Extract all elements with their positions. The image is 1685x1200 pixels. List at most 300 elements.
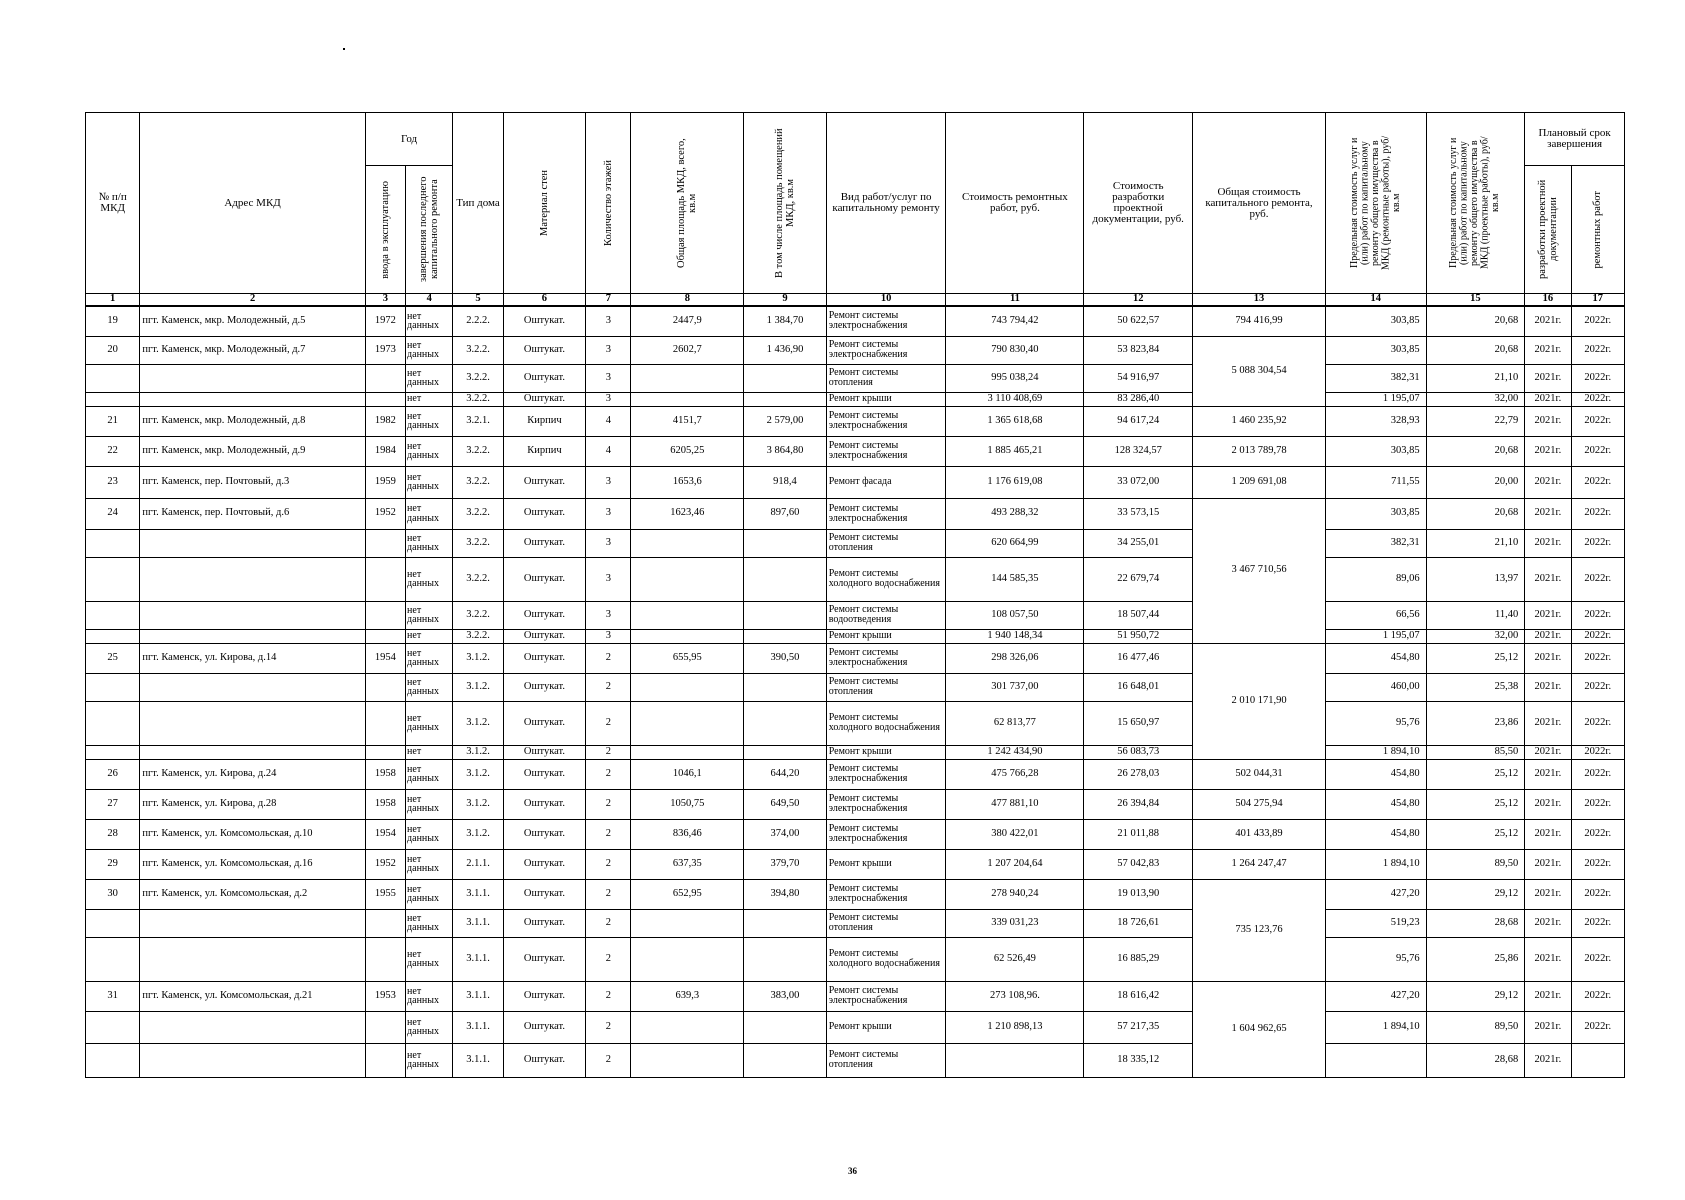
row-number-cell: 22 xyxy=(86,436,140,466)
total-cost-cell: 1 209 691,08 xyxy=(1193,466,1326,498)
repair-cost-cell: 62 813,77 xyxy=(946,701,1084,745)
address-cell: пгт. Каменск, ул. Комсомольская, д.2 xyxy=(140,879,365,909)
total-area-cell: 1050,75 xyxy=(631,789,744,819)
header-num: № п/п МКД xyxy=(86,113,140,294)
deadline-design-cell: 2021г. xyxy=(1525,1011,1571,1043)
address-cell: пгт. Каменск, ул. Комсомольская, д.16 xyxy=(140,849,365,879)
total-area-cell xyxy=(631,1043,744,1077)
year-last-repair-cell: нет данных xyxy=(406,701,453,745)
year-commission-cell: 1952 xyxy=(365,498,405,529)
year-last-repair-cell: нет xyxy=(406,745,453,759)
limit-design-cell: 21,10 xyxy=(1426,529,1525,557)
repair-cost-cell: 477 881,10 xyxy=(946,789,1084,819)
limit-design-cell: 28,68 xyxy=(1426,1043,1525,1077)
year-last-repair-cell: нет xyxy=(406,392,453,406)
wall-material-cell: Оштукат. xyxy=(503,849,586,879)
col-number: 9 xyxy=(744,294,827,307)
work-type-cell: Ремонт крыши xyxy=(826,745,946,759)
col-number: 17 xyxy=(1571,294,1625,307)
year-commission-cell: 1972 xyxy=(365,306,405,336)
premises-area-cell: 383,00 xyxy=(744,981,827,1011)
wall-material-cell: Оштукат. xyxy=(503,364,586,392)
row-number-cell xyxy=(86,392,140,406)
year-commission-cell xyxy=(365,392,405,406)
limit-repair-cell: 66,56 xyxy=(1325,601,1426,629)
limit-design-cell: 20,68 xyxy=(1426,336,1525,364)
limit-design-cell: 85,50 xyxy=(1426,745,1525,759)
house-type-cell: 3.2.2. xyxy=(453,529,503,557)
year-commission-cell: 1984 xyxy=(365,436,405,466)
year-commission-cell: 1952 xyxy=(365,849,405,879)
premises-area-cell xyxy=(744,701,827,745)
table-row xyxy=(86,306,1625,336)
table-row xyxy=(86,759,1625,789)
year-last-repair-cell: нет данных xyxy=(406,759,453,789)
wall-material-cell: Оштукат. xyxy=(503,643,586,673)
total-area-cell: 639,3 xyxy=(631,981,744,1011)
year-commission-cell: 1973 xyxy=(365,336,405,364)
row-number-cell xyxy=(86,557,140,601)
work-type-cell: Ремонт системы электроснабжения xyxy=(826,981,946,1011)
work-type-cell: Ремонт системы холодного водоснабжения xyxy=(826,937,946,981)
page-number: 36 xyxy=(848,1166,857,1176)
premises-area-cell: 1 384,70 xyxy=(744,306,827,336)
total-cost-cell: 401 433,89 xyxy=(1193,819,1326,849)
limit-repair-cell: 454,80 xyxy=(1325,789,1426,819)
premises-area-cell xyxy=(744,629,827,643)
deadline-design-cell: 2021г. xyxy=(1525,629,1571,643)
design-cost-cell: 54 916,97 xyxy=(1084,364,1193,392)
repair-cost-cell: 273 108,96. xyxy=(946,981,1084,1011)
house-type-cell: 3.1.1. xyxy=(453,1011,503,1043)
work-type-cell: Ремонт системы холодного водоснабжения xyxy=(826,557,946,601)
limit-design-cell: 25,12 xyxy=(1426,819,1525,849)
repair-cost-cell: 1 242 434,90 xyxy=(946,745,1084,759)
repair-cost-cell: 108 057,50 xyxy=(946,601,1084,629)
floors-cell: 2 xyxy=(586,643,631,673)
deadline-repair-cell: 2022г. xyxy=(1571,336,1625,364)
limit-design-cell: 25,86 xyxy=(1426,937,1525,981)
work-type-cell: Ремонт системы отопления xyxy=(826,673,946,701)
table-row xyxy=(86,498,1625,529)
header-wall-material-text: Материал стен xyxy=(538,170,550,236)
header-floors xyxy=(586,113,631,294)
header-total-area-text: Общая площадь МКД, всего, кв.м xyxy=(676,138,699,268)
limit-repair-cell: 303,85 xyxy=(1325,306,1426,336)
premises-area-cell: 897,60 xyxy=(744,498,827,529)
total-area-cell xyxy=(631,557,744,601)
col-number: 1 xyxy=(86,294,140,307)
wall-material-cell: Оштукат. xyxy=(503,789,586,819)
work-type-cell: Ремонт фасада xyxy=(826,466,946,498)
deadline-design-cell: 2021г. xyxy=(1525,849,1571,879)
header-work-type: Вид работ/услуг по капитальному ремонту xyxy=(826,113,946,294)
total-area-cell: 1046,1 xyxy=(631,759,744,789)
header-year-commission-text: ввода в эксплуатацию xyxy=(379,180,391,279)
table-row xyxy=(86,392,1625,406)
limit-repair-cell: 1 195,07 xyxy=(1325,629,1426,643)
work-type-cell: Ремонт системы отопления xyxy=(826,909,946,937)
house-type-cell: 3.1.2. xyxy=(453,745,503,759)
address-cell xyxy=(140,392,365,406)
wall-material-cell: Оштукат. xyxy=(503,673,586,701)
deadline-repair-cell: 2022г. xyxy=(1571,849,1625,879)
house-type-cell: 3.1.1. xyxy=(453,879,503,909)
row-number-cell xyxy=(86,937,140,981)
address-cell xyxy=(140,601,365,629)
house-type-cell: 3.2.2. xyxy=(453,601,503,629)
floors-cell: 3 xyxy=(586,498,631,529)
total-area-cell xyxy=(631,1011,744,1043)
design-cost-cell: 16 477,46 xyxy=(1084,643,1193,673)
year-last-repair-cell: нет данных xyxy=(406,557,453,601)
total-cost-cell: 2 010 171,90 xyxy=(1193,643,1326,759)
year-last-repair-cell: нет данных xyxy=(406,937,453,981)
premises-area-cell xyxy=(744,745,827,759)
house-type-cell: 3.1.1. xyxy=(453,937,503,981)
wall-material-cell: Кирпич xyxy=(503,406,586,436)
total-cost-cell: 5 088 304,54 xyxy=(1193,336,1326,406)
repair-cost-cell xyxy=(946,1043,1084,1077)
premises-area-cell xyxy=(744,937,827,981)
row-number-cell: 23 xyxy=(86,466,140,498)
year-last-repair-cell: нет данных xyxy=(406,436,453,466)
table-row xyxy=(86,909,1625,937)
total-area-cell xyxy=(631,601,744,629)
wall-material-cell: Оштукат. xyxy=(503,981,586,1011)
premises-area-cell: 649,50 xyxy=(744,789,827,819)
work-type-cell: Ремонт крыши xyxy=(826,849,946,879)
year-commission-cell xyxy=(365,937,405,981)
total-cost-cell: 1 264 247,47 xyxy=(1193,849,1326,879)
total-area-cell xyxy=(631,745,744,759)
col-number: 12 xyxy=(1084,294,1193,307)
deadline-design-cell: 2021г. xyxy=(1525,466,1571,498)
col-number: 14 xyxy=(1325,294,1426,307)
premises-area-cell xyxy=(744,1043,827,1077)
column-number-row xyxy=(86,294,1625,307)
limit-repair-cell: 382,31 xyxy=(1325,529,1426,557)
wall-material-cell: Оштукат. xyxy=(503,529,586,557)
header-year-commission xyxy=(365,166,405,294)
deadline-repair-cell: 2022г. xyxy=(1571,759,1625,789)
year-commission-cell xyxy=(365,1043,405,1077)
house-type-cell: 3.2.2. xyxy=(453,436,503,466)
year-commission-cell xyxy=(365,364,405,392)
floors-cell: 3 xyxy=(586,306,631,336)
year-last-repair-cell: нет данных xyxy=(406,466,453,498)
deadline-design-cell: 2021г. xyxy=(1525,336,1571,364)
row-number-cell xyxy=(86,529,140,557)
table-row xyxy=(86,1011,1625,1043)
limit-repair-cell: 454,80 xyxy=(1325,819,1426,849)
limit-repair-cell: 303,85 xyxy=(1325,498,1426,529)
year-commission-cell xyxy=(365,529,405,557)
design-cost-cell: 18 726,61 xyxy=(1084,909,1193,937)
table-row xyxy=(86,364,1625,392)
work-type-cell: Ремонт системы электроснабжения xyxy=(826,406,946,436)
header-house-type: Тип дома xyxy=(453,113,503,294)
work-type-cell: Ремонт системы электроснабжения xyxy=(826,498,946,529)
premises-area-cell: 390,50 xyxy=(744,643,827,673)
limit-repair-cell: 303,85 xyxy=(1325,436,1426,466)
wall-material-cell: Оштукат. xyxy=(503,1043,586,1077)
premises-area-cell: 379,70 xyxy=(744,849,827,879)
limit-design-cell: 23,86 xyxy=(1426,701,1525,745)
house-type-cell: 3.1.2. xyxy=(453,819,503,849)
wall-material-cell: Оштукат. xyxy=(503,937,586,981)
deadline-repair-cell: 2022г. xyxy=(1571,601,1625,629)
header-repair-cost: Стоимость ремонтных работ, руб. xyxy=(946,113,1084,294)
work-type-cell: Ремонт системы электроснабжения xyxy=(826,436,946,466)
table-row xyxy=(86,529,1625,557)
limit-repair-cell: 95,76 xyxy=(1325,937,1426,981)
total-cost-cell: 735 123,76 xyxy=(1193,879,1326,981)
premises-area-cell: 3 864,80 xyxy=(744,436,827,466)
house-type-cell: 2.2.2. xyxy=(453,306,503,336)
year-commission-cell xyxy=(365,557,405,601)
limit-design-cell: 25,12 xyxy=(1426,643,1525,673)
floors-cell: 4 xyxy=(586,406,631,436)
year-commission-cell xyxy=(365,601,405,629)
floors-cell: 2 xyxy=(586,879,631,909)
design-cost-cell: 128 324,57 xyxy=(1084,436,1193,466)
floors-cell: 2 xyxy=(586,909,631,937)
year-commission-cell xyxy=(365,629,405,643)
floors-cell: 2 xyxy=(586,701,631,745)
wall-material-cell: Оштукат. xyxy=(503,392,586,406)
work-type-cell: Ремонт системы отопления xyxy=(826,364,946,392)
table-row xyxy=(86,879,1625,909)
table-row xyxy=(86,819,1625,849)
wall-material-cell: Оштукат. xyxy=(503,498,586,529)
repair-cost-cell: 620 664,99 xyxy=(946,529,1084,557)
premises-area-cell xyxy=(744,601,827,629)
total-area-cell xyxy=(631,364,744,392)
limit-repair-cell xyxy=(1325,1043,1426,1077)
repair-cost-cell: 493 288,32 xyxy=(946,498,1084,529)
wall-material-cell: Оштукат. xyxy=(503,879,586,909)
limit-design-cell: 25,38 xyxy=(1426,673,1525,701)
work-type-cell: Ремонт системы электроснабжения xyxy=(826,643,946,673)
repair-cost-cell: 995 038,24 xyxy=(946,364,1084,392)
deadline-repair-cell: 2022г. xyxy=(1571,306,1625,336)
deadline-repair-cell: 2022г. xyxy=(1571,406,1625,436)
deadline-repair-cell: 2022г. xyxy=(1571,789,1625,819)
header-year-last-repair xyxy=(406,166,453,294)
design-cost-cell: 18 507,44 xyxy=(1084,601,1193,629)
floors-cell: 2 xyxy=(586,673,631,701)
floors-cell: 3 xyxy=(586,364,631,392)
total-area-cell: 652,95 xyxy=(631,879,744,909)
premises-area-cell: 1 436,90 xyxy=(744,336,827,364)
total-area-cell: 637,35 xyxy=(631,849,744,879)
limit-design-cell: 32,00 xyxy=(1426,629,1525,643)
table-row xyxy=(86,466,1625,498)
house-type-cell: 3.2.2. xyxy=(453,557,503,601)
repair-cost-cell: 790 830,40 xyxy=(946,336,1084,364)
header-design-cost: Стоимость разработки проектной документации, руб. xyxy=(1084,113,1193,294)
year-last-repair-cell: нет данных xyxy=(406,336,453,364)
limit-repair-cell: 454,80 xyxy=(1325,643,1426,673)
address-cell xyxy=(140,364,365,392)
floors-cell: 2 xyxy=(586,745,631,759)
total-area-cell xyxy=(631,909,744,937)
capital-repair-table xyxy=(85,112,1625,1078)
deadline-repair-cell: 2022г. xyxy=(1571,1011,1625,1043)
house-type-cell: 3.2.2. xyxy=(453,629,503,643)
design-cost-cell: 16 648,01 xyxy=(1084,673,1193,701)
repair-cost-cell: 380 422,01 xyxy=(946,819,1084,849)
header-deadline-repair xyxy=(1571,166,1625,294)
deadline-design-cell: 2021г. xyxy=(1525,789,1571,819)
table-row xyxy=(86,436,1625,466)
row-number-cell: 25 xyxy=(86,643,140,673)
house-type-cell: 3.1.1. xyxy=(453,1043,503,1077)
deadline-design-cell: 2021г. xyxy=(1525,673,1571,701)
floors-cell: 3 xyxy=(586,557,631,601)
address-cell xyxy=(140,673,365,701)
limit-design-cell: 89,50 xyxy=(1426,849,1525,879)
wall-material-cell: Оштукат. xyxy=(503,909,586,937)
floors-cell: 2 xyxy=(586,1043,631,1077)
total-area-cell: 4151,7 xyxy=(631,406,744,436)
year-last-repair-cell: нет данных xyxy=(406,673,453,701)
year-commission-cell: 1958 xyxy=(365,789,405,819)
row-number-cell xyxy=(86,1043,140,1077)
premises-area-cell xyxy=(744,909,827,937)
address-cell: пгт. Каменск, ул. Кирова, д.28 xyxy=(140,789,365,819)
address-cell xyxy=(140,629,365,643)
limit-repair-cell: 382,31 xyxy=(1325,364,1426,392)
table-row xyxy=(86,849,1625,879)
col-number: 13 xyxy=(1193,294,1326,307)
address-cell xyxy=(140,937,365,981)
address-cell: пгт. Каменск, мкр. Молодежный, д.7 xyxy=(140,336,365,364)
row-number-cell xyxy=(86,701,140,745)
deadline-repair-cell: 2022г. xyxy=(1571,364,1625,392)
limit-design-cell: 25,12 xyxy=(1426,759,1525,789)
address-cell xyxy=(140,745,365,759)
address-cell: пгт. Каменск, мкр. Молодежный, д.8 xyxy=(140,406,365,436)
limit-repair-cell: 454,80 xyxy=(1325,759,1426,789)
year-commission-cell: 1954 xyxy=(365,643,405,673)
year-last-repair-cell: нет данных xyxy=(406,1043,453,1077)
col-number: 16 xyxy=(1525,294,1571,307)
house-type-cell: 3.1.2. xyxy=(453,643,503,673)
house-type-cell: 3.1.2. xyxy=(453,759,503,789)
floors-cell: 3 xyxy=(586,629,631,643)
address-cell: пгт. Каменск, ул. Комсомольская, д.21 xyxy=(140,981,365,1011)
deadline-design-cell: 2021г. xyxy=(1525,981,1571,1011)
house-type-cell: 3.2.2. xyxy=(453,336,503,364)
header-limit-design-text: Предельная стоимость услуг и (или) работ по капитальному ремонту общего имущества в МКД (проектные работы), руб/кв.м xyxy=(1448,136,1502,270)
deadline-repair-cell: 2022г. xyxy=(1571,557,1625,601)
deadline-design-cell: 2021г. xyxy=(1525,406,1571,436)
row-number-cell: 27 xyxy=(86,789,140,819)
limit-repair-cell: 303,85 xyxy=(1325,336,1426,364)
col-number: 7 xyxy=(586,294,631,307)
table-row xyxy=(86,336,1625,364)
deadline-repair-cell: 2022г. xyxy=(1571,498,1625,529)
row-number-cell: 29 xyxy=(86,849,140,879)
header-premises-area xyxy=(744,113,827,294)
row-number-cell: 21 xyxy=(86,406,140,436)
premises-area-cell xyxy=(744,557,827,601)
deadline-repair-cell: 2022г. xyxy=(1571,819,1625,849)
work-type-cell: Ремонт системы водоотведения xyxy=(826,601,946,629)
limit-repair-cell: 95,76 xyxy=(1325,701,1426,745)
limit-design-cell: 29,12 xyxy=(1426,879,1525,909)
deadline-design-cell: 2021г. xyxy=(1525,529,1571,557)
repair-cost-cell: 278 940,24 xyxy=(946,879,1084,909)
table-row xyxy=(86,701,1625,745)
col-number: 3 xyxy=(365,294,405,307)
deadline-repair-cell: 2022г. xyxy=(1571,981,1625,1011)
limit-design-cell: 28,68 xyxy=(1426,909,1525,937)
wall-material-cell: Оштукат. xyxy=(503,466,586,498)
deadline-repair-cell: 2022г. xyxy=(1571,436,1625,466)
year-last-repair-cell: нет данных xyxy=(406,406,453,436)
work-type-cell: Ремонт системы электроснабжения xyxy=(826,789,946,819)
row-number-cell xyxy=(86,745,140,759)
floors-cell: 3 xyxy=(586,466,631,498)
limit-design-cell: 29,12 xyxy=(1426,981,1525,1011)
year-last-repair-cell: нет данных xyxy=(406,364,453,392)
deadline-design-cell: 2021г. xyxy=(1525,436,1571,466)
header-limit-repair xyxy=(1325,113,1426,294)
year-last-repair-cell: нет данных xyxy=(406,601,453,629)
table-body xyxy=(86,306,1625,1077)
header-address: Адрес МКД xyxy=(140,113,365,294)
total-area-cell xyxy=(631,937,744,981)
repair-cost-cell: 298 326,06 xyxy=(946,643,1084,673)
total-area-cell: 1623,46 xyxy=(631,498,744,529)
row-number-cell xyxy=(86,909,140,937)
year-commission-cell: 1959 xyxy=(365,466,405,498)
row-number-cell: 28 xyxy=(86,819,140,849)
row-number-cell: 19 xyxy=(86,306,140,336)
limit-design-cell: 21,10 xyxy=(1426,364,1525,392)
year-last-repair-cell: нет данных xyxy=(406,849,453,879)
limit-repair-cell: 1 894,10 xyxy=(1325,745,1426,759)
total-cost-cell: 504 275,94 xyxy=(1193,789,1326,819)
limit-design-cell: 20,68 xyxy=(1426,306,1525,336)
repair-cost-cell: 743 794,42 xyxy=(946,306,1084,336)
design-cost-cell: 57 217,35 xyxy=(1084,1011,1193,1043)
repair-cost-cell: 1 885 465,21 xyxy=(946,436,1084,466)
limit-repair-cell: 328,93 xyxy=(1325,406,1426,436)
premises-area-cell: 644,20 xyxy=(744,759,827,789)
wall-material-cell: Оштукат. xyxy=(503,759,586,789)
total-area-cell: 2447,9 xyxy=(631,306,744,336)
design-cost-cell: 83 286,40 xyxy=(1084,392,1193,406)
year-last-repair-cell: нет данных xyxy=(406,498,453,529)
work-type-cell: Ремонт системы электроснабжения xyxy=(826,819,946,849)
address-cell: пгт. Каменск, ул. Кирова, д.14 xyxy=(140,643,365,673)
capital-repair-table-sheet xyxy=(85,112,1625,1078)
deadline-design-cell: 2021г. xyxy=(1525,557,1571,601)
deadline-design-cell: 2021г. xyxy=(1525,819,1571,849)
header-deadline-group: Плановый срок завершения xyxy=(1525,113,1625,166)
design-cost-cell: 19 013,90 xyxy=(1084,879,1193,909)
work-type-cell: Ремонт системы электроснабжения xyxy=(826,336,946,364)
house-type-cell: 3.2.2. xyxy=(453,392,503,406)
address-cell xyxy=(140,1011,365,1043)
limit-design-cell: 20,68 xyxy=(1426,436,1525,466)
design-cost-cell: 51 950,72 xyxy=(1084,629,1193,643)
floors-cell: 2 xyxy=(586,981,631,1011)
